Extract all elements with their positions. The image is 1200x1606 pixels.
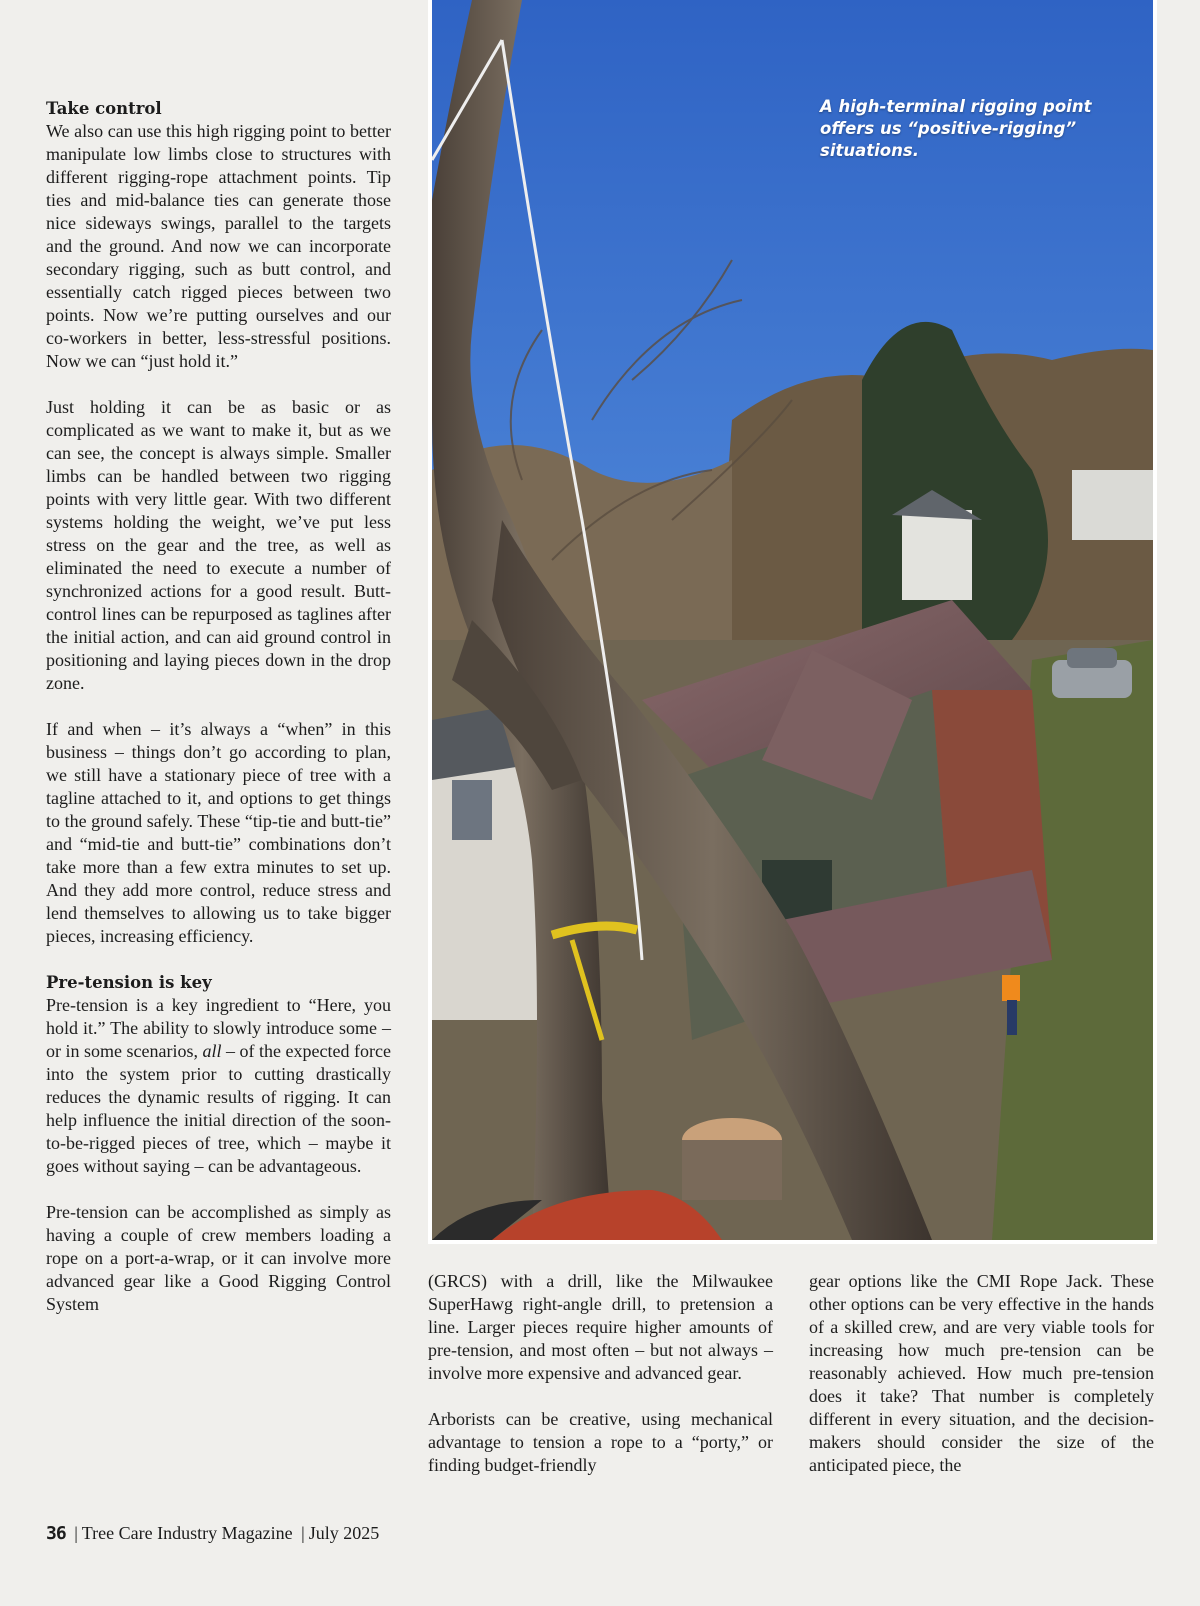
section-heading-take-control: Take control [46, 99, 162, 118]
photo-illustration [432, 0, 1153, 1240]
footer-separator: | [74, 1523, 78, 1543]
left-text-column [46, 97, 391, 1316]
paragraph: Pre-tension can be accomplished as simply as having a couple of crew members loading a rope on a port-a-wrap, or it can involve more advanced gear like a Good Rigging Control System [46, 1202, 391, 1314]
section-heading-pre-tension: Pre-tension is key [46, 973, 212, 992]
paragraph: If and when – it’s always a “when” in this business – things don’t go according to plan, we still have a stationary piece of tree with a tagline attached to it, and options to get things to the ground safely. These “tip-tie and butt-tie” and “mid-tie and butt-tie” combinations don’t take more than a few extra minutes to set up. And they add more control, reduce stress and lend themselves to allowing us to take bigger pieces, increasing efficiency. [46, 719, 391, 946]
tree-rigging-photo [432, 0, 1153, 1240]
emphasis-text: all [202, 1041, 222, 1061]
page-footer [46, 1523, 379, 1544]
paragraph: Arborists can be creative, using mechanical advantage to tension a rope to a “porty,” or finding budget-friendly [428, 1409, 773, 1475]
paragraph-text: – of the expected force into the system prior to cutting drastically reduces the dynamic results of rigging. It can help influence the initial direction of the soon-to-be-rigged pieces of tree, which – maybe it goes without saying – can be advantageous. [46, 1041, 391, 1176]
publication-name: Tree Care Industry Magazine [81, 1523, 293, 1543]
paragraph: (GRCS) with a drill, like the Milwaukee SuperHawg right-angle drill, to pretension a line. Larger pieces require higher amounts of pre-tension, and most often – but not always – involve more expensive and advanced gear. [428, 1271, 773, 1383]
paragraph-text: Pre-tension is a key ingredient to “Here, you hold it.” The ability to slowly introduce some – or in some scenarios, [46, 995, 391, 1061]
paragraph [46, 994, 391, 1178]
issue-date: July 2025 [308, 1523, 380, 1543]
paragraph: Just holding it can be as basic or as complicated as we want to make it, but as we can see, the concept is always simple. Smaller limbs can be handled between two rigging points with very little gear. With two different systems holding the weight, we’ve put less stress on the gear and the tree, as well as eliminated the need to execute a number of synchronized actions for a good result. Butt-control lines can be repurposed as taglines after the initial action, and can aid ground control in positioning and laying pieces down in the drop zone. [46, 397, 391, 693]
middle-text-column [428, 1270, 773, 1477]
paragraph: We also can use this high rigging point to better manipulate low limbs close to structures with different rigging-rope attachment points. Tip ties and mid-balance ties can generate those nice sideways swings, parallel to the targets and the ground. And now we can incorporate secondary rigging, such as butt control, and essentially catch rigged pieces between two points. Now we’re putting ourselves and our co-workers in better, less-stressful positions. Now we can “just hold it.” [46, 121, 391, 371]
page-number: 36 [46, 1523, 66, 1544]
footer-separator: | [301, 1523, 305, 1543]
paragraph: gear options like the CMI Rope Jack. These other options can be very effective in the hands of a skilled crew, and are very viable tools for increasing how much pre-tension can be reasonably achieved. How much pre-tension does it take? That number is completely different in every situation, and the decision-makers should consider the size of the anticipated piece, the [809, 1271, 1154, 1475]
photo-caption: A high-terminal rigging point offers us “positive-rigging” situations. [820, 97, 1092, 160]
right-text-column [809, 1270, 1154, 1477]
